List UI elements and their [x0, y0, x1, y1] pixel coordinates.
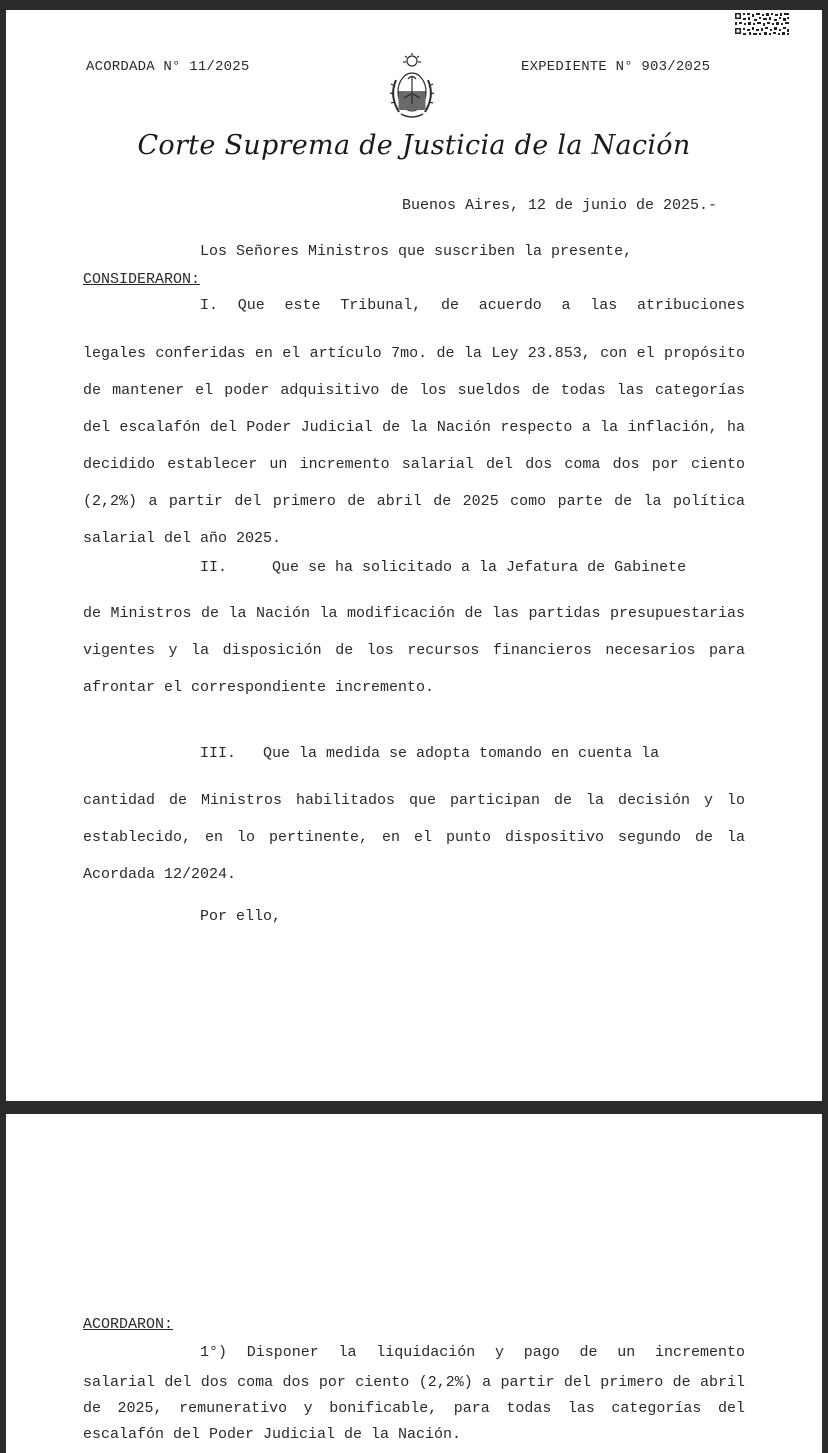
por-ello: Por ello,: [200, 908, 282, 925]
item-1-first-line: I. Que este Tribunal, de acuerdo a las atribuciones: [200, 297, 745, 314]
consideraron-heading: CONSIDERARON:: [83, 271, 201, 288]
intro-line: Los Señores Ministros que suscriben la presente,: [200, 243, 633, 260]
coat-of-arms-icon: [387, 52, 437, 120]
item-2-first-line: II. Que se ha solicitado a la Jefatura de Gabinete: [200, 559, 687, 576]
item-1-body: legales conferidas en el artículo 7mo. de la Ley 23.853, con el propósito de mantener el poder adquisitivo de los sueldos de todas las categorías del escalafón del Poder Judicial de la Nación respecto a la inflación, ha decidido establecer un incremento salarial del dos coma dos por ciento (2,2%) a partir del primero de abril de 2025 como parte de la política salarial del año 2025.: [83, 345, 745, 547]
resolution-1-first-line: 1°) Disponer la liquidación y pago de un incremento: [200, 1344, 745, 1361]
qr-code-icon: [734, 12, 790, 36]
acordada-number: ACORDADA N° 11/2025: [86, 59, 250, 75]
document-page-1: [6, 10, 822, 1101]
document-page-2: [6, 1114, 822, 1453]
acordaron-heading: ACORDARON:: [83, 1316, 174, 1333]
item-3-body: cantidad de Ministros habilitados que participan de la decisión y lo establecido, en lo pertinente, en el punto dispositivo segundo de la Acordada 12/2024.: [83, 792, 745, 883]
item-3-first-line: III. Que la medida se adopta tomando en cuenta la: [200, 745, 660, 762]
court-name: Corte Suprema de Justicia de la Nación: [137, 130, 691, 161]
expediente-number: EXPEDIENTE N° 903/2025: [521, 59, 711, 75]
item-2-body: de Ministros de la Nación la modificación de las partidas presupuestarias vigentes y la disposición de los recursos financieros necesarios para afrontar el correspondiente incremento.: [83, 605, 745, 696]
date-line: Buenos Aires, 12 de junio de 2025.-: [402, 197, 718, 214]
resolution-1-body: salarial del dos coma dos por ciento (2,2%) a partir del primero de abril de 2025, remunerativo y bonificable, para todas las categorías del escalafón del Poder Judicial de la Nación.: [83, 1374, 745, 1443]
